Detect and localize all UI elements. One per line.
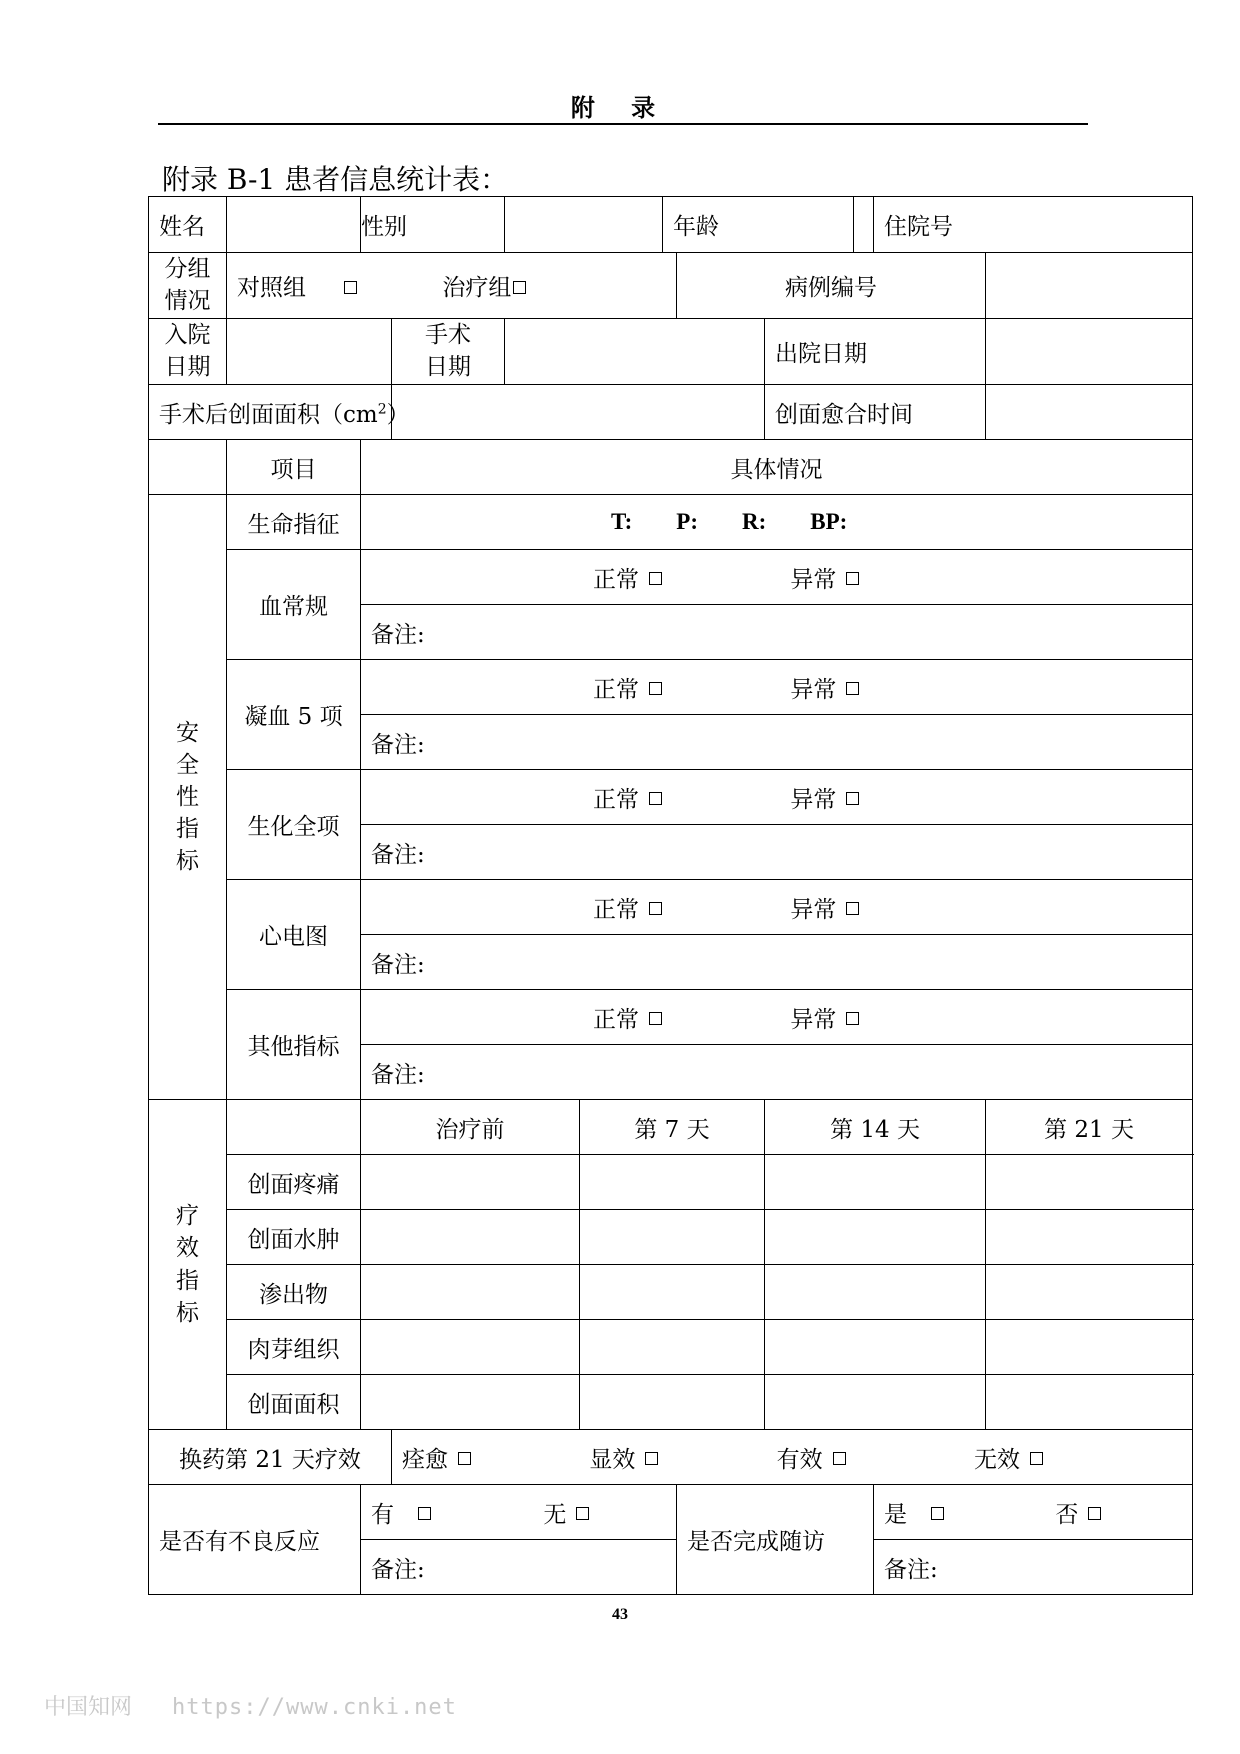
other-indicators-status [361,990,1193,1045]
safety-item-row [149,770,1193,825]
efficacy-cell[interactable] [361,1155,580,1210]
outcome-marked-option[interactable]: 显效 [589,1441,769,1474]
adverse-label: 是否有不良反应 [149,1485,361,1595]
healing-time-field[interactable] [986,385,1193,440]
efficacy-cell[interactable] [580,1265,765,1320]
efficacy-cell[interactable] [986,1155,1193,1210]
normal-option[interactable]: 正常 [593,671,783,704]
checkbox[interactable] [1030,1452,1043,1465]
outcome-effective-option[interactable]: 有效 [777,1441,967,1474]
checkbox[interactable] [833,1452,846,1465]
page-number: 43 [612,1606,628,1623]
watermark [44,1690,497,1721]
time-point-header: 第 14 天 [765,1100,986,1155]
vital-signs-row [149,495,1193,550]
group-options [227,253,677,319]
gender-label: 性别 [361,197,505,253]
name-field[interactable] [227,197,361,253]
checkbox[interactable] [458,1452,471,1465]
day21-label: 换药第 21 天疗效 [149,1430,392,1485]
biochem-label: 生化全项 [227,770,361,880]
efficacy-cell[interactable] [580,1210,765,1265]
blood-routine-label: 血常规 [227,550,361,660]
followup-no-option[interactable]: 否 [1055,1496,1101,1529]
ecg-status [361,880,1193,935]
ecg-label: 心电图 [227,880,361,990]
blood-routine-status [361,550,1193,605]
followup-label: 是否完成随访 [677,1485,874,1595]
normal-checkbox[interactable] [649,682,662,695]
efficacy-item-label: 创面水肿 [227,1210,361,1265]
wound-area-label: 手术后创面面积$(cm^2)$ [149,385,392,440]
group-row [149,253,1193,319]
checkbox[interactable] [576,1507,589,1520]
coagulation-remark[interactable]: 备注: [361,715,1193,770]
patient-info-table [148,196,1193,1595]
efficacy-cell[interactable] [361,1210,580,1265]
followup-options [874,1485,1193,1540]
biochem-status [361,770,1193,825]
blood-routine-remark[interactable]: 备注: [361,605,1193,660]
efficacy-row [149,1210,1193,1265]
blank-corner [149,440,227,495]
abnormal-checkbox[interactable] [846,1012,859,1025]
abnormal-option[interactable]: 异常 [790,891,859,924]
detail-header: 具体情况 [361,440,1193,495]
checkbox[interactable] [418,1507,431,1520]
gender-field[interactable] [505,197,663,253]
abnormal-option[interactable]: 异常 [790,1001,859,1034]
efficacy-header-row [149,1100,1193,1155]
ecg-remark[interactable]: 备注: [361,935,1193,990]
efficacy-row [149,1375,1193,1430]
vital-t: T: [611,509,633,534]
safety-section-label: 安全性指标 [149,495,227,1100]
discharge-date-label: 出院日期 [765,319,986,385]
normal-option[interactable]: 正常 [593,891,783,924]
outcome-cured-option[interactable]: 痊愈 [402,1441,582,1474]
efficacy-cell[interactable] [361,1375,580,1430]
dates-row [149,319,1193,385]
watermark-url: https://www.cnki.net [172,1695,457,1720]
control-group-checkbox[interactable] [344,281,357,294]
efficacy-cell[interactable] [765,1375,986,1430]
normal-option[interactable]: 正常 [593,1001,783,1034]
abnormal-checkbox[interactable] [846,902,859,915]
basic-info-row [149,197,1193,253]
efficacy-item-label: 创面面积 [227,1375,361,1430]
efficacy-cell[interactable] [765,1210,986,1265]
case-no-field[interactable] [986,253,1193,319]
efficacy-cell[interactable] [580,1155,765,1210]
checkbox[interactable] [645,1452,658,1465]
abnormal-checkbox[interactable] [846,792,859,805]
followup-yes-option[interactable]: 是 [884,1496,1048,1529]
efficacy-cell[interactable] [986,1210,1193,1265]
followup-remark[interactable]: 备注: [874,1540,1193,1595]
time-point-header: 治疗前 [361,1100,580,1155]
normal-checkbox[interactable] [649,1012,662,1025]
abnormal-checkbox[interactable] [846,572,859,585]
safety-item-row [149,990,1193,1045]
normal-checkbox[interactable] [649,902,662,915]
efficacy-cell[interactable] [361,1320,580,1375]
surgery-date-field[interactable] [505,319,765,385]
abnormal-option[interactable]: 异常 [790,781,859,814]
efficacy-row [149,1320,1193,1375]
age-field[interactable] [854,197,874,253]
vital-signs-values[interactable] [361,495,1193,550]
efficacy-cell[interactable] [986,1265,1193,1320]
time-point-header: 第 21 天 [986,1100,1193,1155]
efficacy-item-label: 渗出物 [227,1265,361,1320]
name-label: 姓名 [149,197,227,253]
efficacy-item-label: 肉芽组织 [227,1320,361,1375]
outcome-ineffective-option[interactable]: 无效 [974,1441,1043,1474]
vital-p: P: [676,509,699,534]
efficacy-cell[interactable] [986,1320,1193,1375]
efficacy-cell[interactable] [986,1375,1193,1430]
biochem-remark[interactable]: 备注: [361,825,1193,880]
other-indicators-remark[interactable]: 备注: [361,1045,1193,1100]
wound-row [149,385,1193,440]
adverse-yes-option[interactable]: 有 [371,1496,536,1529]
checkbox[interactable] [1088,1507,1101,1520]
case-no-label: 病例编号 [677,253,986,319]
adverse-no-option[interactable]: 无 [543,1496,589,1529]
safety-item-row [149,550,1193,605]
treatment-group-option[interactable]: 治疗组 [442,269,526,302]
efficacy-blank-header [227,1100,361,1155]
checkbox[interactable] [931,1507,944,1520]
normal-checkbox[interactable] [649,572,662,585]
time-point-header: 第 7 天 [580,1100,765,1155]
efficacy-cell[interactable] [765,1155,986,1210]
vital-signs-label: 生命指征 [227,495,361,550]
age-label: 年龄 [663,197,854,253]
adverse-options [361,1485,677,1540]
abnormal-option[interactable]: 异常 [790,671,859,704]
abnormal-checkbox[interactable] [846,682,859,695]
safety-item-row [149,880,1193,935]
page-header: 附 录 [570,93,670,122]
efficacy-cell[interactable] [580,1320,765,1375]
healing-time-label: 创面愈合时间 [765,385,986,440]
normal-option[interactable]: 正常 [593,781,783,814]
other-indicators-label: 其他指标 [227,990,361,1100]
abnormal-option[interactable]: 异常 [790,561,859,594]
efficacy-cell[interactable] [765,1320,986,1375]
watermark-logo-text: 中国知网 [44,1695,133,1720]
admit-date-label: 入院 日期 [149,319,227,385]
table-title: 附录 B-1 患者信息统计表： [162,163,509,196]
control-group-option[interactable]: 对照组 [237,269,377,302]
surgery-date-label: 手术 日期 [392,319,505,385]
efficacy-cell[interactable] [765,1265,986,1320]
efficacy-section-label: 疗效指标 [149,1100,227,1430]
coagulation-status [361,660,1193,715]
day21-outcome-row [149,1430,1193,1485]
normal-option[interactable]: 正常 [593,561,783,594]
vital-bp: BP: [810,509,848,534]
efficacy-cell[interactable] [580,1375,765,1430]
efficacy-row [149,1155,1193,1210]
admission-no-label: 住院号 [874,197,1193,253]
adverse-remark[interactable]: 备注: [361,1540,677,1595]
vital-r: R: [742,509,767,534]
coagulation-label: 凝血 5 项 [227,660,361,770]
efficacy-row [149,1265,1193,1320]
day21-outcome-options [392,1430,1193,1485]
admit-date-field[interactable] [227,319,392,385]
group-label: 分组 情况 [149,253,227,319]
item-header: 项目 [227,440,361,495]
normal-checkbox[interactable] [649,792,662,805]
wound-area-field[interactable] [392,385,765,440]
adverse-followup-row [149,1485,1193,1540]
safety-item-row [149,660,1193,715]
items-header-row [149,440,1193,495]
treatment-group-checkbox[interactable] [513,281,526,294]
discharge-date-field[interactable] [986,319,1193,385]
header-rule [158,123,1088,125]
efficacy-item-label: 创面疼痛 [227,1155,361,1210]
efficacy-cell[interactable] [361,1265,580,1320]
